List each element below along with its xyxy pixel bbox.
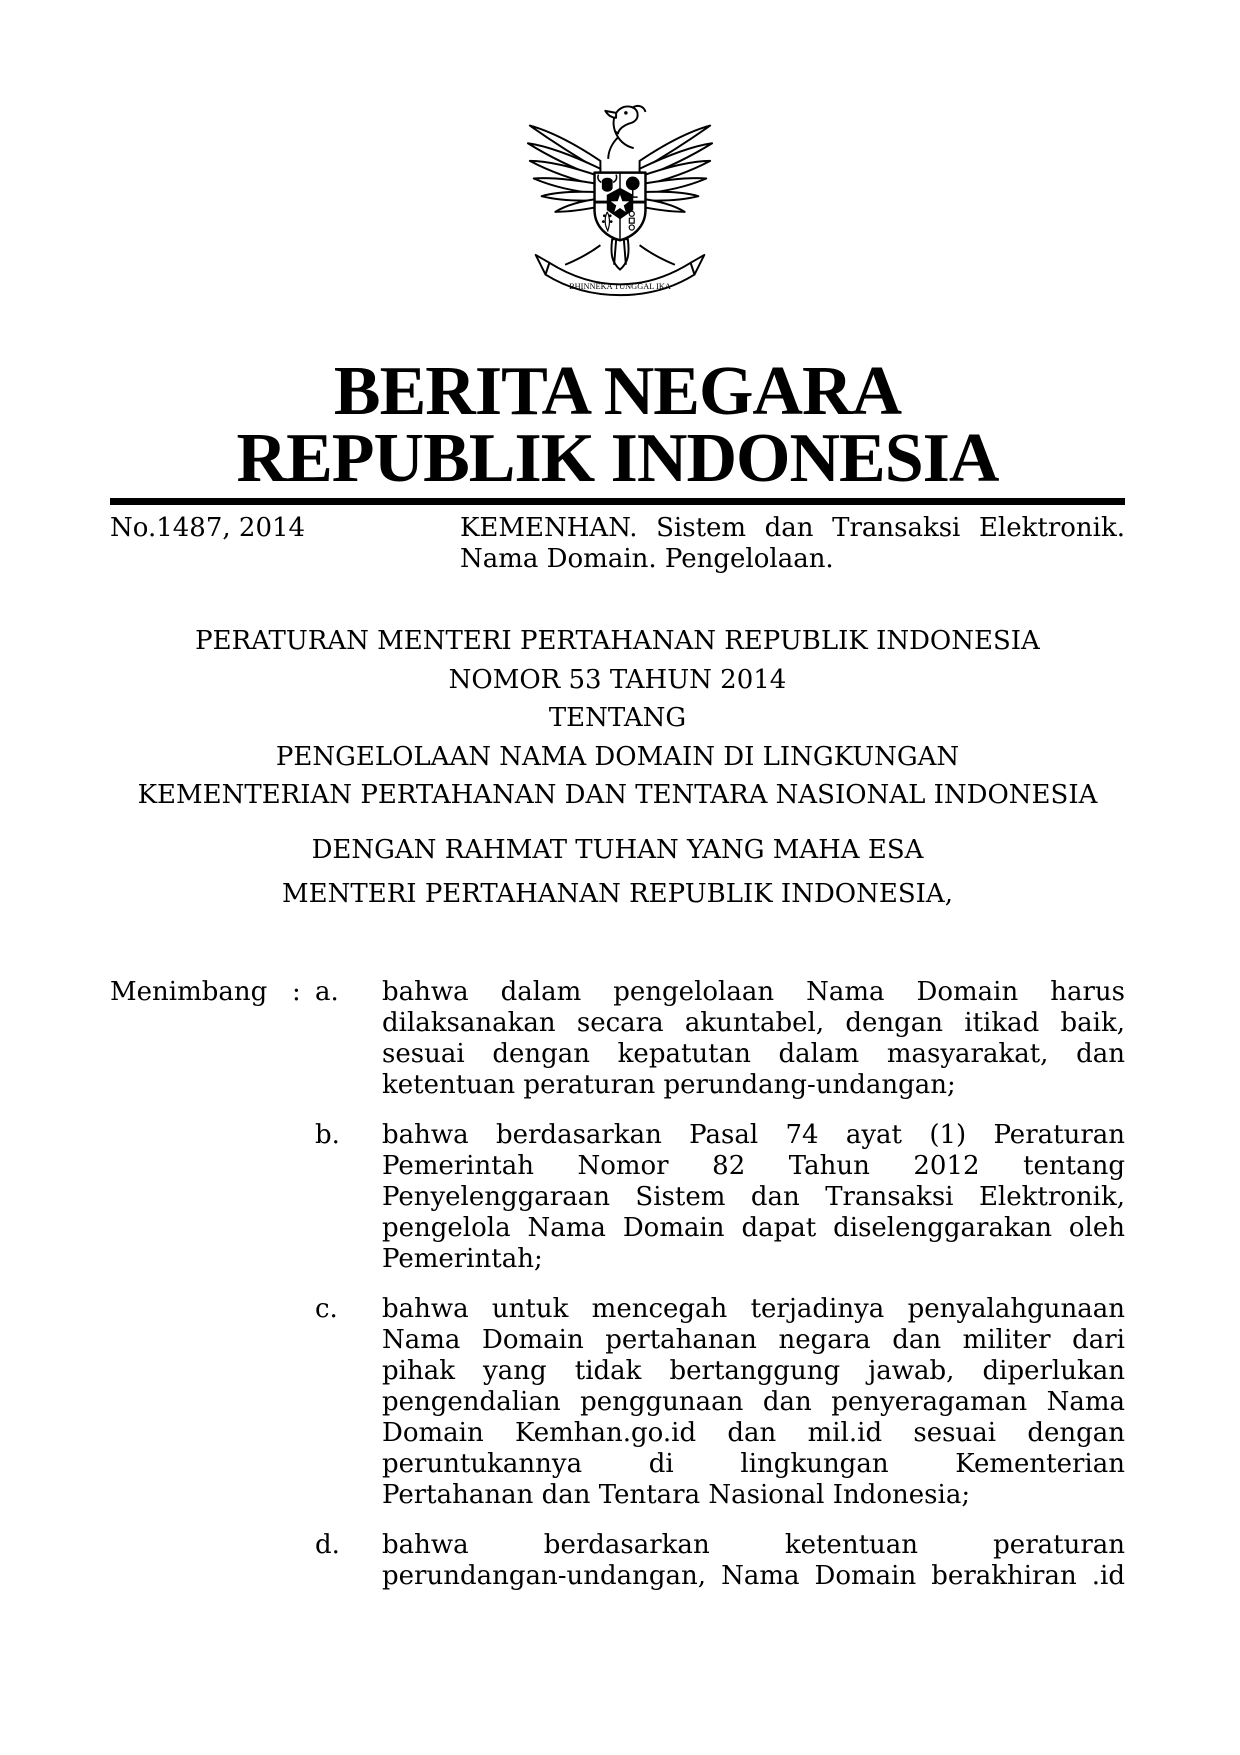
issuer-line: MENTERI PERTAHANAN REPUBLIK INDONESIA,: [282, 879, 953, 909]
text-line: dilaksanakan secara akuntabel, dengan itikad baik,: [382, 1008, 1125, 1038]
eagle-head: [605, 106, 645, 159]
considering-item-row: [110, 1120, 1125, 1275]
item-marker-a: a.: [315, 977, 339, 1007]
regulation-heading: [110, 622, 1125, 815]
text-line: pengendalian penggunaan dan penyeragaman Nama: [382, 1387, 1125, 1417]
right-wing: [638, 126, 712, 212]
text-line: bahwa untuk mencegah terjadinya penyalahgunaan: [382, 1294, 1125, 1324]
text-line: perundangan-undangan, Nama Domain berakhiran .id: [382, 1561, 1125, 1591]
gazette-masthead: [110, 353, 1125, 497]
pancasila-shield: [595, 173, 646, 241]
text-line: Domain Kemhan.go.id dan mil.id sesuai dengan: [382, 1418, 1125, 1448]
considering-item-row: [110, 977, 1125, 1101]
considering-item-a-text: [382, 977, 1125, 1101]
text-line: KEMENHAN. Sistem dan Transaksi Elektronik.: [460, 513, 1125, 543]
text-line: bahwa berdasarkan ketentuan peraturan: [382, 1530, 1125, 1560]
text-line: pengelola Nama Domain dapat diselenggarakan oleh: [382, 1213, 1125, 1243]
item-marker-c: c.: [315, 1294, 338, 1324]
text-line: bahwa berdasarkan Pasal 74 ayat (1) Peraturan: [382, 1120, 1125, 1150]
heading-line-1: PERATURAN MENTERI PERTAHANAN REPUBLIK INDONESIA: [195, 626, 1040, 656]
invocation-line: DENGAN RAHMAT TUHAN YANG MAHA ESA: [311, 835, 924, 865]
considering-item-d-text: [382, 1530, 1125, 1592]
heading-line-3: TENTANG: [548, 703, 687, 733]
item-marker-d: d.: [315, 1530, 340, 1560]
text-line: Pertahanan dan Tentara Nasional Indonesia;: [382, 1480, 971, 1510]
text-line: sesuai dengan kepatutan dalam masyarakat, dan: [382, 1039, 1125, 1069]
heading-line-5: KEMENTERIAN PERTAHANAN DAN TENTARA NASIONAL INDONESIA: [137, 780, 1098, 810]
subject-abstract: [460, 513, 1125, 575]
considering-item-row: [110, 1530, 1125, 1592]
heading-line-2: NOMOR 53 TAHUN 2014: [448, 664, 787, 695]
text-line: pihak yang tidak bertanggung jawab, diperlukan: [382, 1356, 1125, 1386]
gazette-header-row: [110, 513, 1125, 575]
text-line: bahwa dalam pengelolaan Nama Domain harus: [382, 977, 1125, 1007]
text-line: peruntukannya di lingkungan Kementerian: [382, 1449, 1125, 1479]
masthead-line-1: BERITA NEGARA: [333, 353, 902, 430]
considering-colon: :: [292, 977, 301, 1007]
issue-number: No.1487, 2014: [110, 513, 306, 543]
considering-item-c-text: [382, 1294, 1125, 1511]
text-line: Nama Domain. Pengelolaan.: [460, 544, 834, 574]
garuda-pancasila-emblem: [522, 100, 718, 308]
heading-line-4: PENGELOLAAN NAMA DOMAIN DI LINGKUNGAN: [275, 741, 960, 772]
considering-section: [110, 977, 1125, 1611]
text-line: Pemerintah;: [382, 1244, 543, 1274]
considering-label: Menimbang: [110, 977, 268, 1007]
garuda-pancasila-icon: [522, 100, 718, 308]
text-line: Pemerintah Nomor 82 Tahun 2012 tentang: [382, 1151, 1125, 1181]
considering-item-row: [110, 1294, 1125, 1511]
text-line: ketentuan peraturan perundang-undangan;: [382, 1070, 956, 1100]
left-wing: [528, 126, 602, 212]
considering-item-b-text: [382, 1120, 1125, 1275]
text-line: Penyelenggaraan Sistem dan Transaksi Elektronik,: [382, 1182, 1125, 1212]
masthead-line-2: REPUBLIK INDONESIA: [236, 420, 999, 497]
tail-feathers: [565, 239, 675, 269]
text-line: Nama Domain pertahanan negara dan militer dari: [382, 1325, 1125, 1355]
masthead-rule: [110, 498, 1125, 505]
motto-text: BHINNEKA TUNGGAL IKA: [569, 282, 671, 292]
item-marker-b: b.: [315, 1120, 340, 1150]
